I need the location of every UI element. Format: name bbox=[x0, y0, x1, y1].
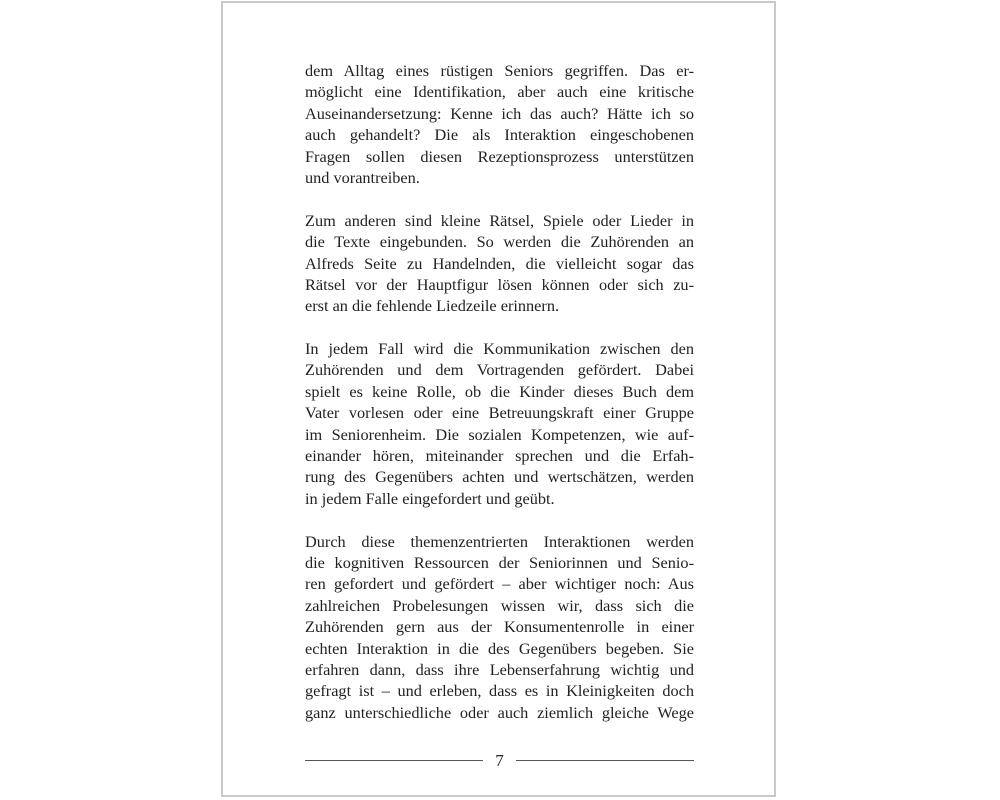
text-line: echten Interaktion in die des Gegenübers begeben. Sie bbox=[305, 638, 694, 658]
text-line: und vorantreiben. bbox=[305, 167, 420, 187]
paragraph-2 bbox=[305, 210, 694, 317]
text-line: Durch diese themenzentrierten Interaktionen werden bbox=[305, 531, 694, 551]
paragraph-1 bbox=[305, 60, 694, 188]
text-line: Vater vorlesen oder eine Betreuungskraft einer Gruppe bbox=[305, 403, 694, 423]
paragraph-3 bbox=[305, 338, 694, 509]
text-line: ganz unterschiedliche oder auch ziemlich gleiche Wege bbox=[305, 702, 694, 722]
text-line: spielt es keine Rolle, ob die Kinder dieses Buch dem bbox=[305, 381, 694, 401]
text-line: rung des Gegenübers achten und wertschätzen, werden bbox=[305, 467, 694, 487]
text-line: erfahren dann, dass ihre Lebenserfahrung wichtig und bbox=[305, 659, 694, 679]
text-line: in jedem Falle eingefordert und geübt. bbox=[305, 488, 555, 508]
text-line: im Seniorenheim. Die sozialen Kompetenzen, wie auf- bbox=[305, 424, 694, 444]
text-line: die Texte eingebunden. So werden die Zuhörenden an bbox=[305, 232, 694, 252]
paragraph-4 bbox=[305, 531, 694, 724]
text-line: Auseinandersetzung: Kenne ich das auch? Hätte ich so bbox=[305, 103, 694, 123]
text-line: In jedem Fall wird die Kommunikation zwischen den bbox=[305, 339, 694, 359]
body-text bbox=[305, 60, 694, 745]
text-line: ren gefordert und gefördert – aber wichtiger noch: Aus bbox=[305, 574, 694, 594]
text-line: Zum anderen sind kleine Rätsel, Spiele oder Lieder in bbox=[305, 210, 694, 230]
text-line: zahlreichen Probelesungen wissen wir, dass sich die bbox=[305, 595, 694, 615]
text-line: Zuhörenden gern aus der Konsumentenrolle in einer bbox=[305, 617, 694, 637]
page-number: 7 bbox=[495, 751, 504, 770]
text-line: Zuhörenden und dem Vortragenden gefördert. Dabei bbox=[305, 360, 694, 380]
text-line: erst an die fehlende Liedzeile erinnern. bbox=[305, 296, 560, 316]
text-line: Rätsel vor der Hauptfigur lösen können oder sich zu- bbox=[305, 274, 694, 294]
text-line: die kognitiven Ressourcen der Seniorinnen und Senio- bbox=[305, 552, 694, 572]
text-line: einander hören, miteinander sprechen und die Erfah- bbox=[305, 446, 694, 466]
text-line: Fragen sollen diesen Rezeptionsprozess unterstützen bbox=[305, 146, 694, 166]
text-line: möglicht eine Identifikation, aber auch eine kritische bbox=[305, 82, 694, 102]
text-line: auch gehandelt? Die als Interaktion eingeschobenen bbox=[305, 125, 694, 145]
page-footer bbox=[305, 750, 694, 772]
footer-rule-right bbox=[516, 760, 694, 761]
text-line: gefragt ist – und erleben, dass es in Kleinigkeiten doch bbox=[305, 681, 694, 701]
text-line: dem Alltag eines rüstigen Seniors gegriffen. Das er- bbox=[305, 61, 694, 80]
text-line: Alfreds Seite zu Handelnden, die vielleicht sogar das bbox=[305, 253, 694, 273]
